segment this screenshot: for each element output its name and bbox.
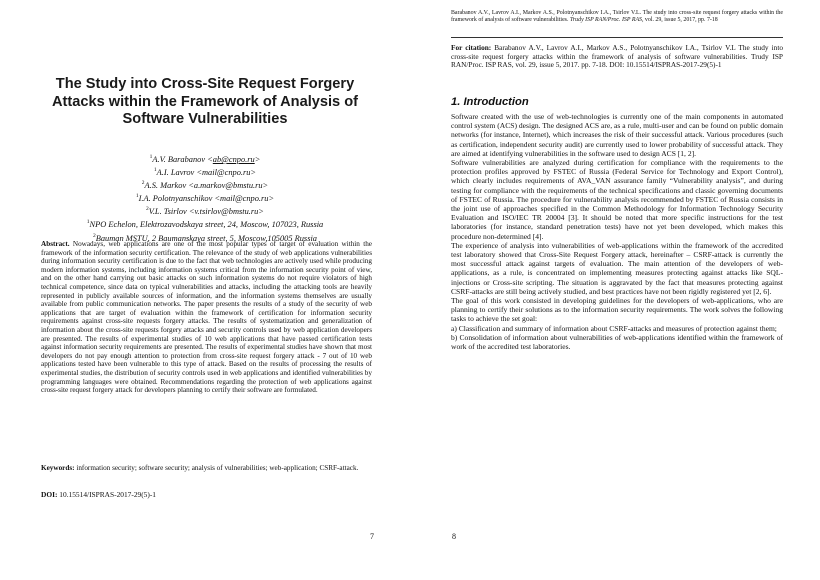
doi-text: 10.15514/ISPRAS-2017-29(5)-1 [59,490,156,499]
keywords-text: information security; software security; analysis of vulnerabilities; web-application; CSRF-attack. [76,464,359,472]
paragraph: Software created with the use of web-technologies is currently one of the main components in automated control system (ACS) design. The designed ACS are, as a rule, multi-user and can be found on public domain networks (for instance, Internet), which increases the risk of their successful attack. Various procedures (such as certification, independent security audit) are currently used to lower probability of successful attack. They are aimed at identifying vulnerabilities in the software used to design ACS [1, 2]. [451,112,783,158]
affiliation-line: $^1$NPO Echelon, Elektrozavodskaya street, 24, Moscow, 107023, Russia [86,219,324,230]
citation-label: For citation: [451,43,492,52]
page-number: 8 [452,532,456,541]
author-line: $^1$I.A. Polotnyanschikov <mail@cnpo.ru> [135,193,275,204]
keywords [41,464,372,473]
author-line: $^2$A.S. Markov <a.markov@bmstu.ru> [141,180,269,190]
section-heading: 1. Introduction [451,96,529,108]
paragraph: Software vulnerabilities are analyzed during certification for compliance with the requirements to the protection profiles approved by FSTEC of Russia (Federal Service for Technology and Export Control), which clearly includes requirements of AVA_VAN assurance family “Vulnerability analysis”, and during testing for compliance with the requirements of the technical specifications and classic governing documents of FSTEC of Russia. The procedure for vulnerability analysis recommended by FSTEC of Russia consists in the joint use of approaches specified in the Common Methodology for Information Technology Security Evaluation and ISO/IEC TR 20004 [3]. It should be noted that more specific instructions for the test laboratories (for instance, standard penetration tests) have not yet been developed, which makes this procedure non-determined [4]. [451,158,783,241]
author-line: $^2$V.L. Tsirlov <v.tsirlov@bmstu.ru> [146,206,264,217]
paragraph: The experience of analysis into vulnerabilities of web-applications within the framework of the accredited test laboratory showed that Cross-Site Request Forgery attack, hereinafter – CSRF-attack is currently the most successful attack against targets of evaluation. The main attention of the developers of web-applications, as a rule, is concentrated on implementing measures protecting against attacks like SQL-injections or Cross-site scripting. The situation is aggravated by the fact that measures protecting against CSRF-attacks are still being actively studied, and best practices have not been rigidly registered yet [2, 6]. [451,240,783,296]
author-line: $^1$A.I. Lavrov <mail@cnpo.ru> [153,167,257,177]
paragraph: a) Classification and summary of information about CSRF-attacks and measures of protection against them; [451,323,777,333]
page-number: 7 [370,532,374,541]
right-page [410,0,820,580]
body-text [451,112,783,351]
doi [41,490,372,499]
citation-text: Barabanov A.V., Lavrov A.I., Markov A.S., Polotnyanschikov I.A., Tsirlov V.L The study into cross-site request forgery attacks within the framework of analysis of software vulnerabilities. Trudy ISP RAN/Proc. ISP RAS, vol. 29, issue 5, 2017. pp. 7-18. DOI: 10.15514/ISPRAS-2017-29(5)-1 [451,43,783,70]
abstract-text: Nowadays, web applications are one of the most popular types of target of evaluation within the framework of the information security certification. The relevance of the study of web applications vulnerabilities during information security certification is due to the fact that web technologies are actively used while producing modern information systems, including information systems critical from the information security point of view, and on the other hand carrying out basic attacks on such information systems do not require violators of high technical competence, since data on typical vulnerabilities and attacks, including the attacking tools are heavily represented in publicly available sources of information, and the information systems themselves are usually available from public communication networks. The paper presents the results of a study of the security of web applications that are target of evaluation within the framework of certification for information security requirements against cross-site requests forgery attacks. The results of systematization and generalization of information about the cross-site requests forgery attacks and security controls used by web application developers are presented. The results of experimental studies of 10 web applications that have passed certification tests against information security requirements are presented. The results of experimental studies have shown that most developers do not pay enough attention to protection from cross-site request forgery attack - 7 out of 10 web applications tested have been vulnerable to this type of attack. Based on the results of processing the results of experimental studies, the distribution of security controls used in web applications and identified vulnerabilities by programming languages were obtained. Recommendations regarding the protection of web applications against cross-site request forgery attack for developers planning to certify their software are formulated. [41,240,373,395]
paragraph: b) Consolidation of information about vulnerabilities of web-applications identified within the framework of work of the accredited test laboratories. [451,332,783,352]
running-head: Barabanov A.V., Lavrov A.I., Markov A.S., Polotnyanschikov I.A., Tsirlov V.L. The study into cross-site request forgery attacks within the framework of analysis of software vulnerabilities. Trudy ISP RAN/Proc. ISP RAS, vol. 29, issue 5, 2017, pp. 7-18 [451,10,783,23]
abstract [41,240,372,395]
doi-label: DOI: [41,490,58,499]
citation [451,44,783,70]
running-head-journal: Trudy ISP RAN/Proc. ISP RAS [569,17,642,23]
paper-title: The Study into Cross-Site Request Forgery Attacks within the Framework of Analysis of Software Vulnerabilities [52,76,358,127]
keywords-label: Keywords: [41,464,75,472]
abstract-label: Abstract. [41,240,70,248]
header-rule [451,37,783,38]
paragraph: The goal of this work consisted in developing guidelines for the developers of web-applications, who are planning to certify their solutions as to the information security requirements. The work solves the following tasks to achieve the set goal: [451,296,783,324]
affiliation-line: $^2$Bauman MSTU, 2 Baumanskaya street, 5, Moscow,105005 Russia [93,232,317,243]
author-line: $^1$A.V. Barabanov <ab@cnpo.ru> [149,154,261,164]
author-list [30,152,380,244]
author-email-link[interactable]: ab@cnpo.ru [212,154,255,164]
